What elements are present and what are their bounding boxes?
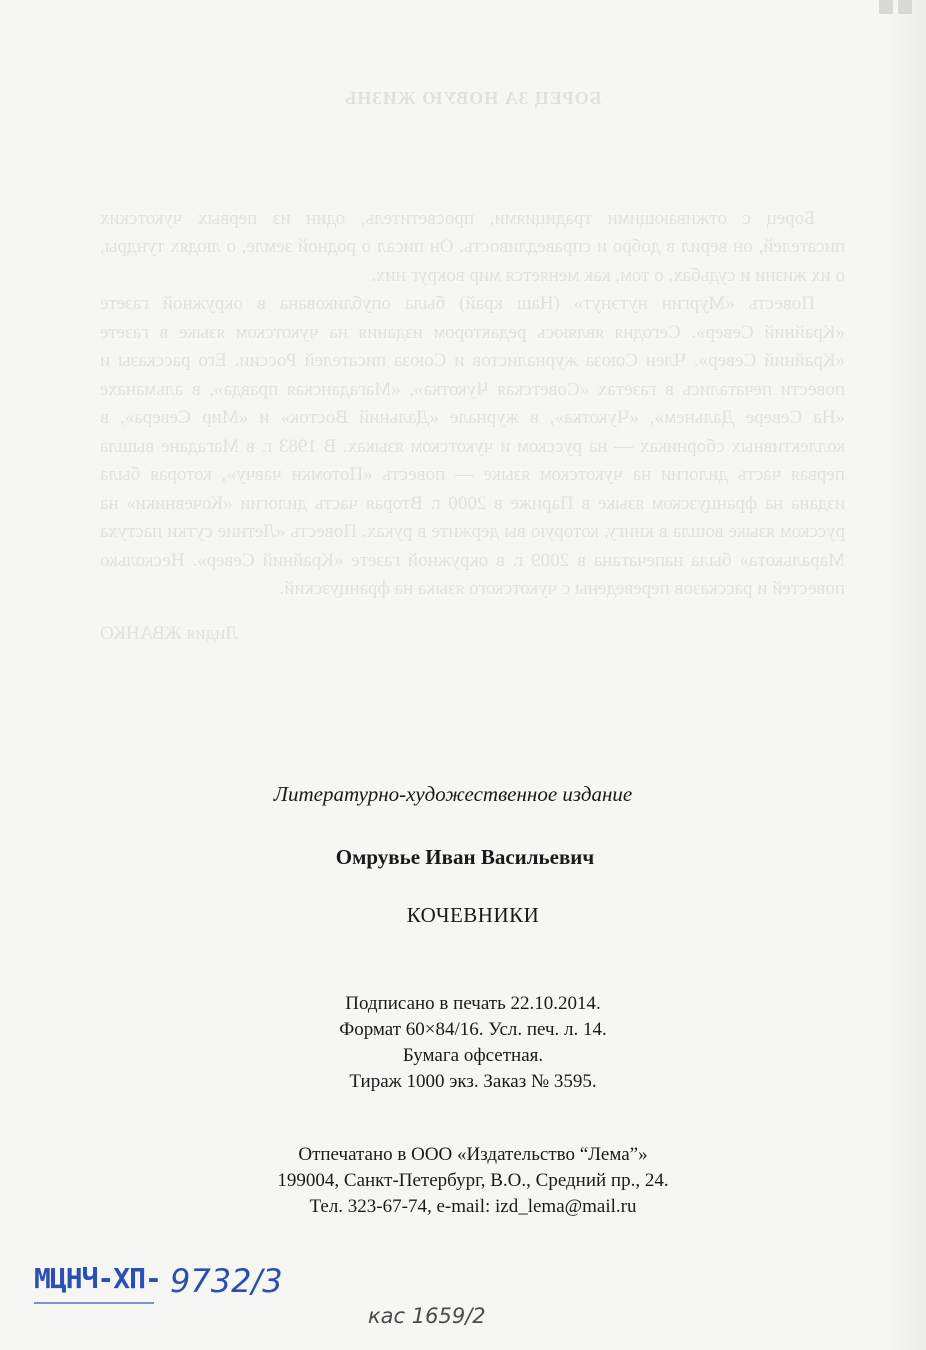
ghost-signature: Лидия ЖВАНКО xyxy=(100,622,239,644)
library-stamp: МЦНЧ-ХП- xyxy=(34,1262,161,1295)
ghost-paragraph: Повесть «Мургин нутэнут» (Наш край) была опубликована в окружной газете «Крайний Север». Сегодня являюсь редактором издания на чукотском языке в газете «Крайний Север». Член Союза журналистов и Союза писателей России. Его рассказы и повести печатались в газетах «Советская Чукотка», «Магаданская правда», в альманахе «На Севере Дальнем», «Чукотка», в журнале «Дальний Восток» и «Мир Севера», в коллективных сборниках — на русском и чукотском языках. В 1983 г. в Магадане вышла первая часть дилогии на чукотском языке — повесть «Потомки чавчу», которая была издана на французском языке в Париже в 2000 г. Вторая часть дилогии «Кочевники» на русском языке вошла в книгу, которую вы держите в руках. Повесть «Летние сутки пастуха Маралькота» была напечатана в 2009 г. в окружной газете «Крайний Север». Несколько повестей и рассказов переведены с чукотского языка на французский. xyxy=(100,293,845,599)
ghost-paragraph: Борец с отживающими традициями, просветитель, один из первых чукотских писателей, он верил в добро и справедливость. Он писал о родной земле, о людях тундры, о их жизни и судьбах, о том, как меняется мир вокруг них. xyxy=(100,207,845,286)
corner-mark xyxy=(898,0,912,14)
printer-info xyxy=(10,1142,926,1220)
corner-mark xyxy=(879,0,893,14)
inventory-number-handwritten: кас 1659/2 xyxy=(368,1304,486,1328)
stamp-number-handwritten: 9732/3 xyxy=(170,1262,283,1300)
printer-line: Тел. 323-67-74, e-mail: izd_lema@mail.ru xyxy=(309,1196,637,1217)
imprint-details xyxy=(10,991,926,1095)
imprint-line: Подписано в печать 22.10.2014. xyxy=(345,993,601,1014)
bleed-through-text xyxy=(100,70,845,970)
imprint-line: Тираж 1000 экз. Заказ № 3595. xyxy=(349,1071,597,1092)
imprint-line: Формат 60×84/16. Усл. печ. л. 14. xyxy=(339,1019,607,1040)
printer-line: Отпечатано в ООО «Издательство “Лема”» xyxy=(298,1144,648,1165)
author-name: Омрувье Иван Васильевич xyxy=(335,845,595,869)
stamp-underline xyxy=(34,1302,154,1304)
book-title: КОЧЕВНИКИ xyxy=(406,903,540,927)
edition-type: Литературно-художественное издание xyxy=(273,782,633,806)
printer-line: 199004, Санкт-Петербург, В.О., Средний пр., 24. xyxy=(277,1170,669,1191)
imprint-line: Бумага офсетная. xyxy=(402,1045,544,1066)
ghost-title: БОРЕЦ ЗА НОВУЮ ЖИЗНЬ xyxy=(343,88,602,108)
